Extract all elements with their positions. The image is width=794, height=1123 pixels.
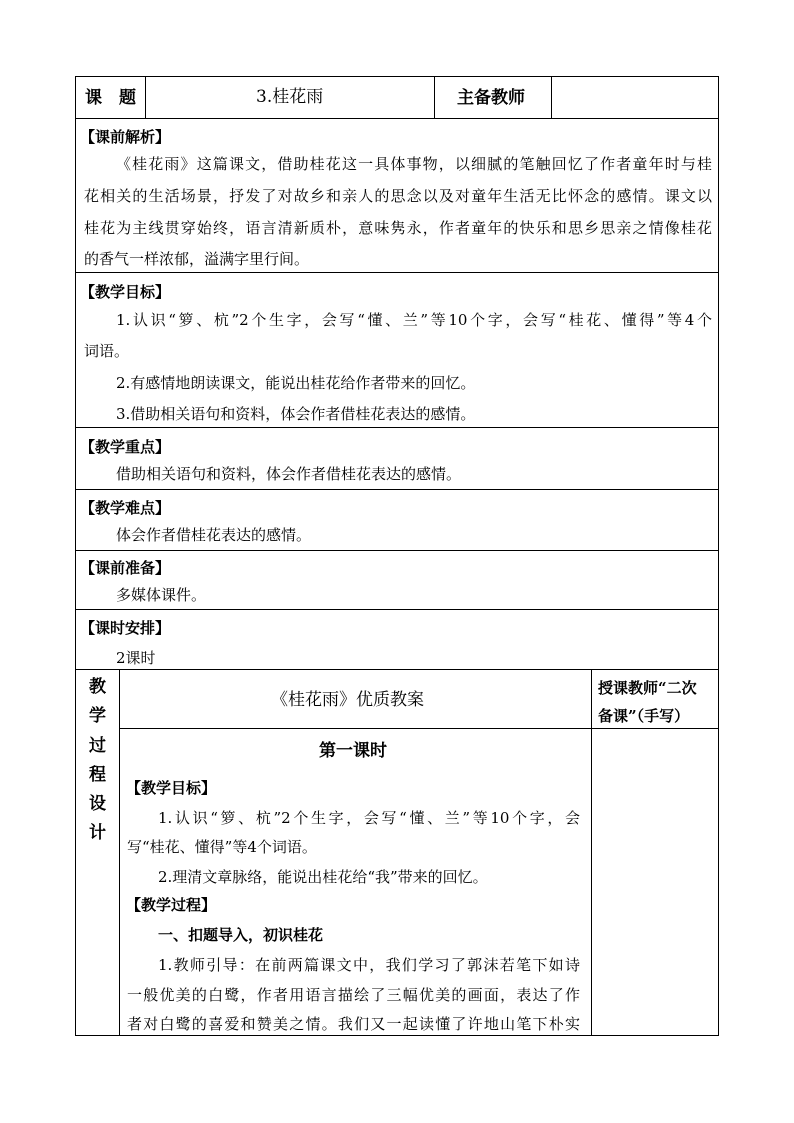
difficulties-text: 体会作者借桂花表达的感情。 xyxy=(116,526,312,544)
topic-label: 课 题 xyxy=(85,88,136,108)
table-border-top xyxy=(75,76,719,77)
difficulties-heading: 【教学难点】 xyxy=(80,499,171,517)
col-border-topic-label xyxy=(145,76,146,119)
analysis-heading: 【课前解析】 xyxy=(80,128,171,146)
lesson-goal-line: 2.理清文章脉络，能说出桂花给“我”带来的回忆。 xyxy=(158,868,488,886)
side-label-char: 过 xyxy=(89,736,106,756)
side-label-char: 教 xyxy=(89,677,106,697)
col-border-side-label xyxy=(119,669,120,1036)
lesson-goals-heading: 【教学目标】 xyxy=(126,779,217,797)
intro-line: 一般优美的白鹭，作者用语言描绘了三幅优美的画面，表达了作 xyxy=(127,986,580,1004)
col-border-teacher-notes xyxy=(591,669,592,1036)
analysis-line: 桂花为主线贯穿始终，语言清新质朴，意味隽永，作者童年的快乐和思乡思亲之情像桂花 xyxy=(84,219,712,237)
row-border-goals xyxy=(75,427,719,428)
teacher-notes-label: 授课教师“二次 xyxy=(598,679,697,697)
row-border-analysis xyxy=(75,272,719,273)
table-border-bottom xyxy=(75,1035,719,1036)
goals-heading: 【教学目标】 xyxy=(80,283,171,301)
preparation-text: 多媒体课件。 xyxy=(116,586,207,604)
lesson-title: 第一课时 xyxy=(319,741,387,761)
lesson-goal-line: 1.认识“箩、杭”2个生字，会写“懂、兰”等10个字，会 xyxy=(158,809,580,827)
topic-value: 3.桂花雨 xyxy=(256,87,324,107)
table-border-right xyxy=(718,76,719,1036)
side-label-char: 设 xyxy=(89,794,106,814)
analysis-line: 《桂花雨》这篇课文，借助桂花这一具体事物，以细腻的笔触回忆了作者童年时与桂 xyxy=(116,155,712,173)
lesson-process-heading: 【教学过程】 xyxy=(126,896,217,914)
analysis-line: 花相关的生活场景，抒发了对故乡和亲人的思念以及对童年生活无比怀念的感情。课文以 xyxy=(84,187,712,205)
row-border-keypoints xyxy=(75,489,719,490)
col-border-teacher-label xyxy=(551,76,552,119)
row-border-header xyxy=(75,118,719,119)
plan-title: 《桂花雨》优质教案 xyxy=(271,690,424,710)
schedule-text: 2课时 xyxy=(116,649,156,667)
teacher-notes-label: 备课”（手写） xyxy=(598,707,690,725)
keypoints-heading: 【教学重点】 xyxy=(80,438,171,456)
goal-line: 1.认识“箩、杭”2个生字，会写“懂、兰”等10个字，会写“桂花、懂得”等4个 xyxy=(116,311,712,329)
section-one-heading: 一、扣题导入，初识桂花 xyxy=(158,926,324,944)
side-label-char: 程 xyxy=(89,765,106,785)
side-label-char: 学 xyxy=(89,706,106,726)
keypoints-text: 借助相关语句和资料，体会作者借桂花表达的感情。 xyxy=(116,465,462,483)
teacher-label: 主备教师 xyxy=(457,88,525,108)
row-border-schedule xyxy=(75,669,719,670)
goal-line: 词语。 xyxy=(84,342,130,360)
preparation-heading: 【课前准备】 xyxy=(80,559,171,577)
row-border-difficulties xyxy=(75,550,719,551)
goal-line: 3.借助相关语句和资料，体会作者借桂花表达的感情。 xyxy=(116,405,476,423)
row-border-plan-title xyxy=(119,728,719,729)
side-label-char: 计 xyxy=(89,823,106,843)
row-border-preparation xyxy=(75,609,719,610)
intro-line: 者对白鹭的喜爱和赞美之情。我们又一起读懂了许地山笔下朴实 xyxy=(127,1015,580,1033)
intro-line: 1.教师引导：在前两篇课文中，我们学习了郭沫若笔下如诗 xyxy=(158,956,580,974)
goal-line: 2.有感情地朗读课文，能说出桂花给作者带来的回忆。 xyxy=(116,374,476,392)
analysis-line: 的香气一样浓郁，溢满字里行间。 xyxy=(84,250,310,268)
col-border-topic-value xyxy=(434,76,435,119)
schedule-heading: 【课时安排】 xyxy=(80,619,171,637)
table-border-left xyxy=(75,76,76,1036)
lesson-goal-line: 写“桂花、懂得”等4个词语。 xyxy=(127,838,317,856)
